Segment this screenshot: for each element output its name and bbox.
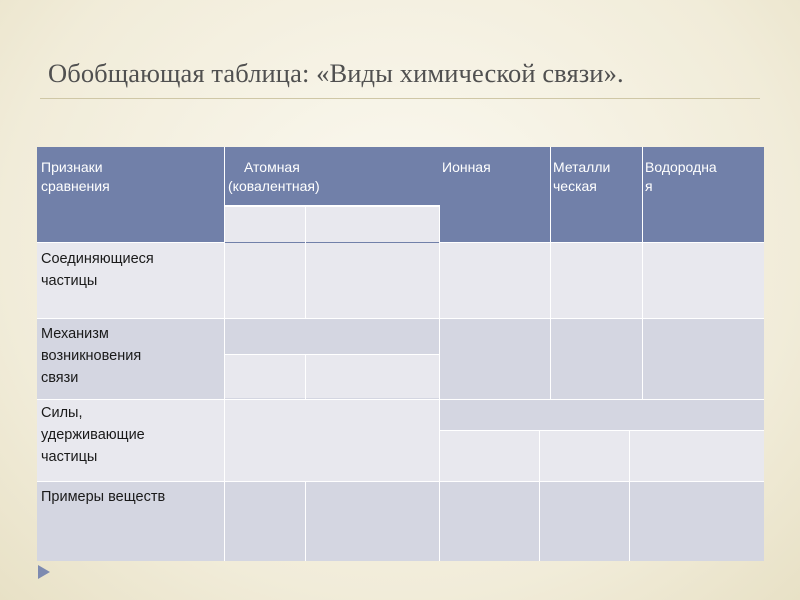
header-hydrogen: Водородна я	[645, 159, 717, 194]
row-mechanism-label: Механизм возникновения связи	[41, 326, 142, 386]
header-atomic-line2: (ковалентная)	[228, 178, 320, 194]
grid-line	[439, 205, 440, 561]
slide-title: Обобщающая таблица: «Виды химической связи».	[48, 58, 624, 88]
grid-line	[440, 242, 764, 243]
grid-line	[550, 147, 551, 400]
mechanism-atomic-subcell	[225, 355, 439, 398]
grid-line	[629, 430, 630, 561]
grid-line	[539, 430, 540, 561]
grid-line	[37, 481, 764, 482]
grid-line	[305, 355, 306, 399]
header-atomic-line1: Атомная	[244, 159, 300, 175]
grid-line	[37, 242, 225, 243]
header-metallic: Металли ческая	[553, 159, 611, 194]
grid-line	[305, 481, 306, 561]
forces-merged-top	[440, 400, 764, 430]
atomic-subheader-cell-2	[306, 207, 439, 242]
row-particles-label: Соединяющиеся частицы	[41, 251, 154, 289]
grid-line	[37, 318, 764, 319]
grid-line	[225, 354, 440, 355]
grid-line	[642, 147, 643, 400]
row-forces-label: Силы, удерживающие частицы	[41, 405, 145, 465]
grid-line	[305, 205, 306, 318]
header-criteria: Признаки сравнения	[41, 159, 110, 194]
grid-line	[440, 430, 764, 431]
atomic-subheader-top-line	[224, 205, 440, 207]
grid-line	[37, 399, 764, 400]
header-ionic: Ионная	[442, 159, 491, 175]
triangle-right-icon[interactable]	[38, 565, 50, 579]
row-examples-label: Примеры веществ	[41, 489, 166, 505]
atomic-subheader-cell-1	[225, 207, 305, 242]
title-divider	[40, 98, 760, 99]
